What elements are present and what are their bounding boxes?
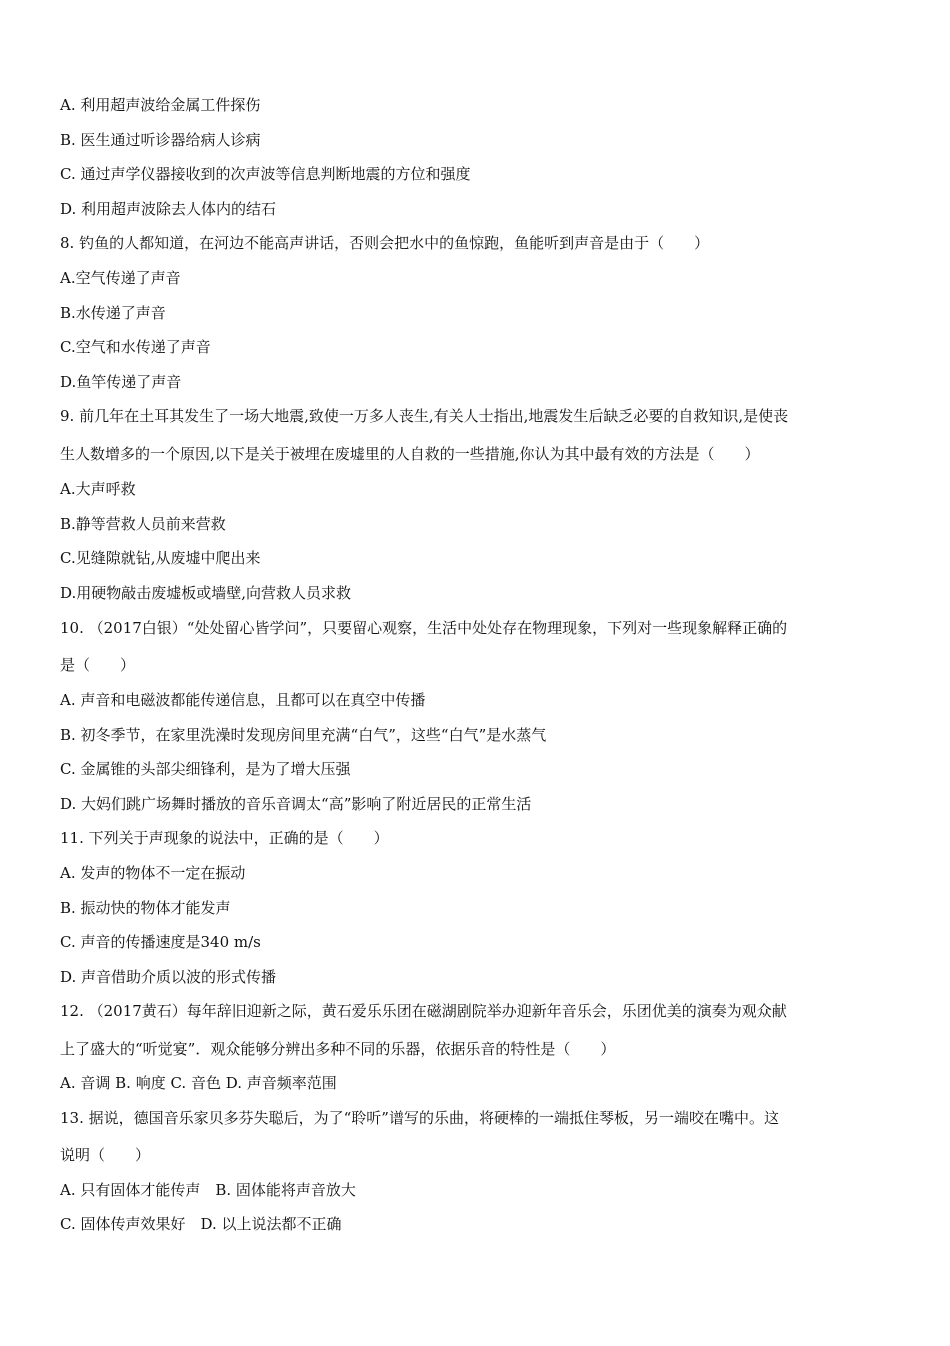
q8-option-a: A.空气传递了声音 bbox=[60, 269, 181, 287]
q9-option-d: D.用硬物敲击废墟板或墙壁,向营救人员求救 bbox=[60, 584, 352, 602]
q7-option-d: D. 利用超声波除去人体内的结石 bbox=[60, 200, 277, 218]
q7-option-b: B. 医生通过听诊器给病人诊病 bbox=[60, 131, 261, 149]
q10-option-b: B. 初冬季节，在家里洗澡时发现房间里充满“白气”，这些“白气”是水蒸气 bbox=[60, 726, 547, 744]
q8-option-c: C.空气和水传递了声音 bbox=[60, 338, 211, 356]
q10-option-a: A. 声音和电磁波都能传递信息，且都可以在真空中传播 bbox=[60, 691, 426, 709]
q8-option-d: D.鱼竿传递了声音 bbox=[60, 373, 182, 391]
q13-stem-line2: 说明（ ） bbox=[60, 1146, 151, 1164]
q10-option-c: C. 金属锥的头部尖细锋利，是为了增大压强 bbox=[60, 760, 351, 778]
q10-option-d: D. 大妈们跳广场舞时播放的音乐音调太“高”影响了附近居民的正常生活 bbox=[60, 795, 532, 813]
q7-option-c: C. 通过声学仪器接收到的次声波等信息判断地震的方位和强度 bbox=[60, 165, 471, 183]
q10-stem-line1: 10. （2017白银）“处处留心皆学问”，只要留心观察，生活中处处存在物理现象，下列对一些现象解释正确的 bbox=[60, 619, 788, 637]
q13-stem-line1: 13. 据说，德国音乐家贝多芬失聪后，为了“聆听”谱写的乐曲，将硬棒的一端抵住琴板，另一端咬在嘴中。这 bbox=[60, 1109, 779, 1127]
q8-option-b: B.水传递了声音 bbox=[60, 304, 166, 322]
q9-option-c: C.见缝隙就钻,从废墟中爬出来 bbox=[60, 549, 261, 567]
q13-options-cd: C. 固体传声效果好 D. 以上说法都不正确 bbox=[60, 1215, 342, 1233]
q10-stem-line2: 是（ ） bbox=[60, 656, 136, 674]
q7-option-a: A. 利用超声波给金属工件探伤 bbox=[60, 96, 261, 114]
q8-stem: 8. 钓鱼的人都知道，在河边不能高声讲话，否则会把水中的鱼惊跑，鱼能听到声音是由于（ ） bbox=[60, 234, 710, 252]
q9-stem-line2: 生人数增多的一个原因,以下是关于被埋在废墟里的人自救的一些措施,你认为其中最有效的方法是（ ） bbox=[60, 445, 760, 463]
q9-option-a: A.大声呼救 bbox=[60, 480, 136, 498]
q11-option-c: C. 声音的传播速度是340 m/s bbox=[60, 933, 261, 951]
q11-stem: 11. 下列关于声现象的说法中，正确的是（ ） bbox=[60, 829, 389, 847]
q13-options-ab: A. 只有固体才能传声 B. 固体能将声音放大 bbox=[60, 1181, 356, 1199]
q12-stem-line2: 上了盛大的“听觉宴”．观众能够分辨出多种不同的乐器，依据乐音的特性是（ ） bbox=[60, 1040, 616, 1058]
q11-option-d: D. 声音借助介质以波的形式传播 bbox=[60, 968, 277, 986]
q11-option-a: A. 发声的物体不一定在振动 bbox=[60, 864, 246, 882]
q12-options: A. 音调 B. 响度 C. 音色 D. 声音频率范围 bbox=[60, 1074, 337, 1092]
q9-stem-line1: 9. 前几年在土耳其发生了一场大地震,致使一万多人丧生,有关人士指出,地震发生后缺乏必要的自救知识,是使丧 bbox=[60, 407, 789, 425]
q12-stem-line1: 12. （2017黄石）每年辞旧迎新之际，黄石爱乐乐团在磁湖剧院举办迎新年音乐会，乐团优美的演奏为观众献 bbox=[60, 1002, 787, 1020]
q9-option-b: B.静等营救人员前来营救 bbox=[60, 515, 226, 533]
q11-option-b: B. 振动快的物体才能发声 bbox=[60, 899, 231, 917]
